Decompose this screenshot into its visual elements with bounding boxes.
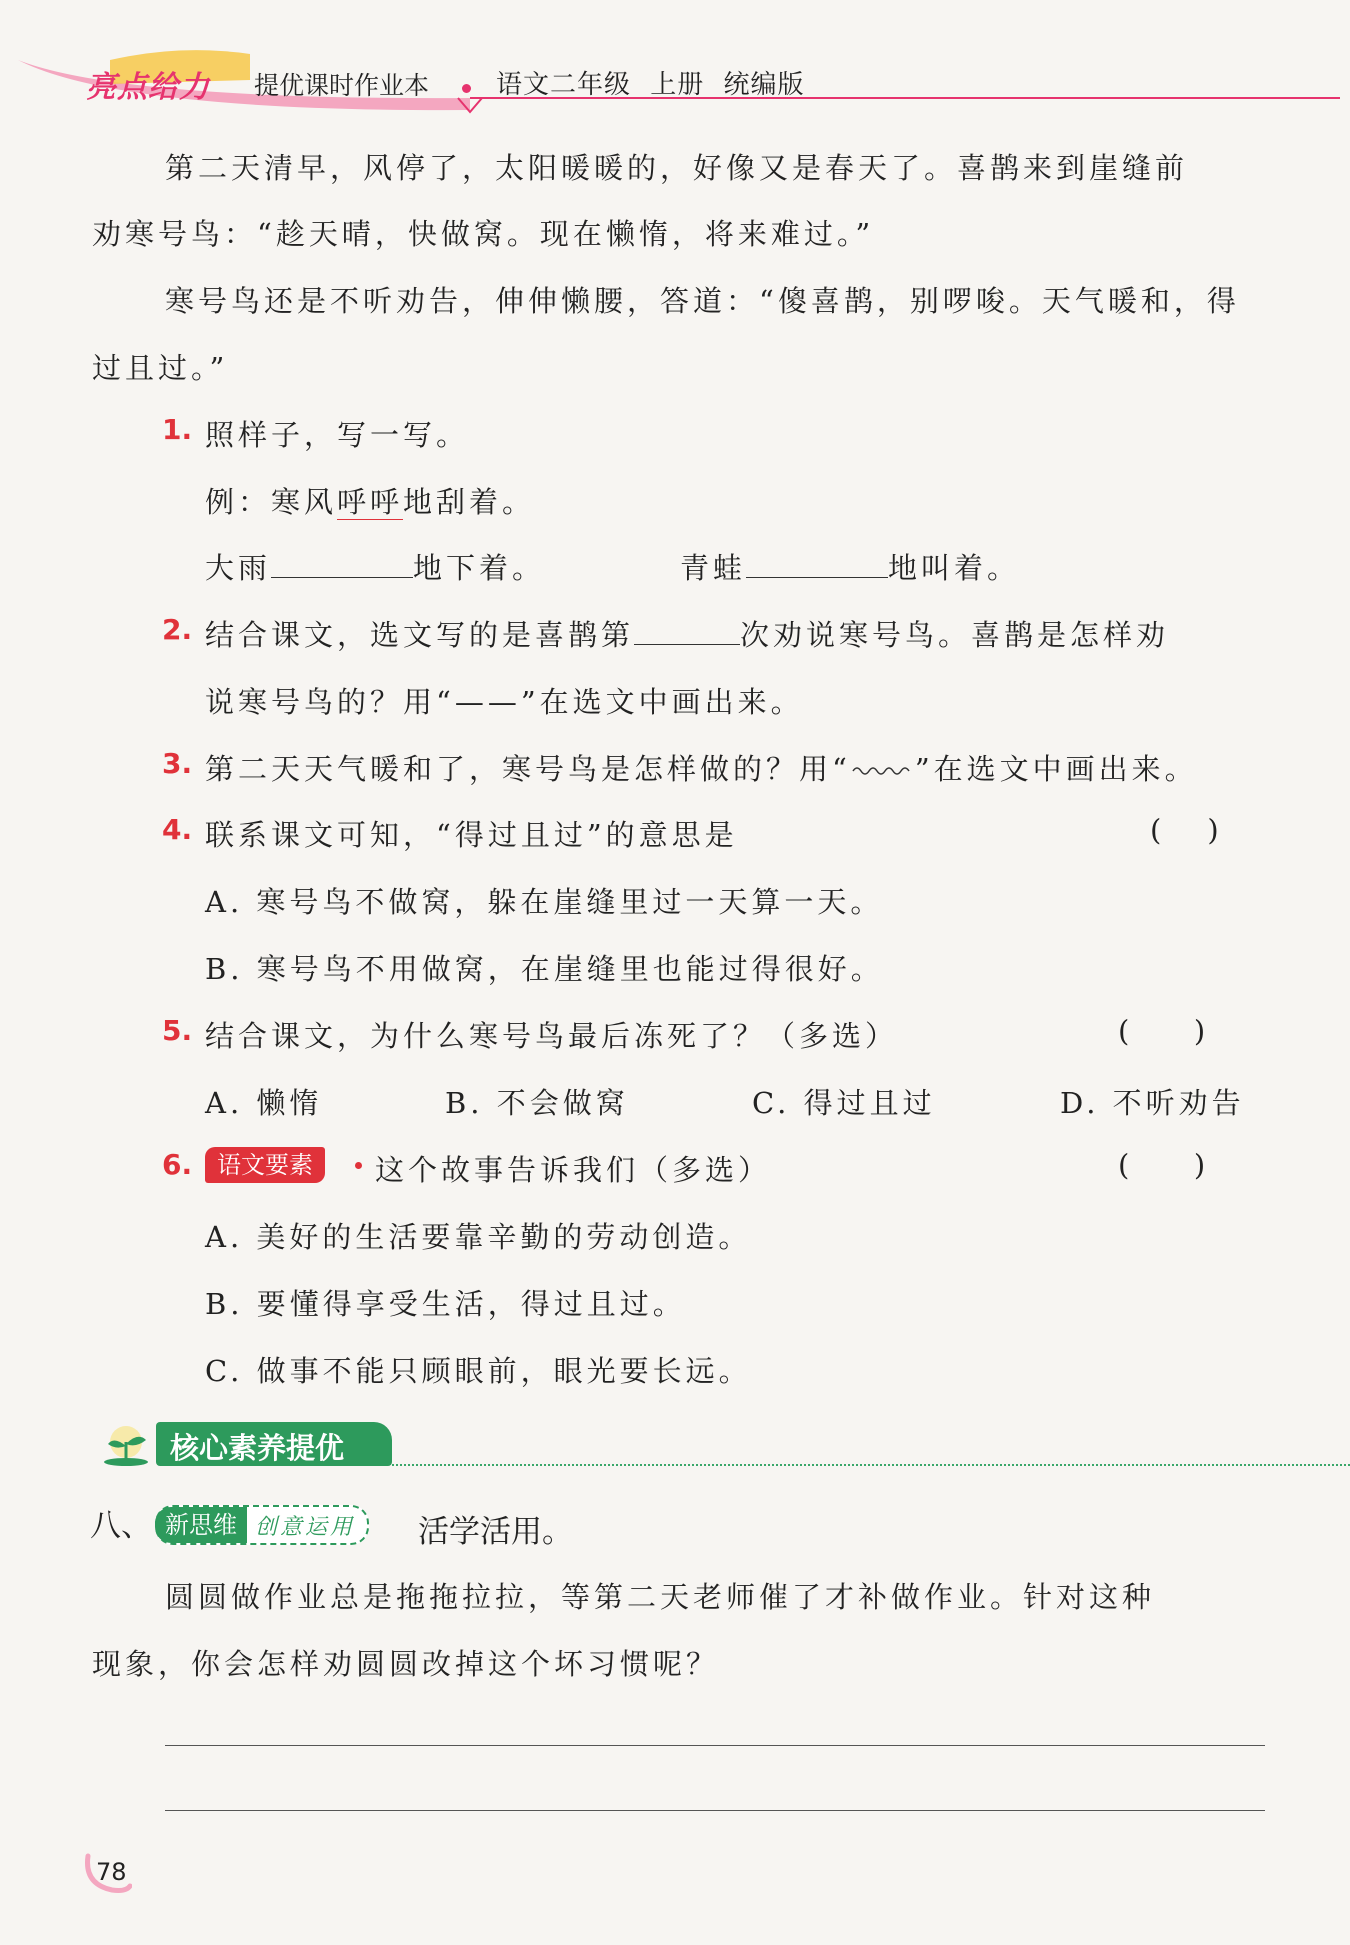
question-prompt <box>205 747 1198 788</box>
prompt-part: 第二天天气暖和了，寒号鸟是怎样做的？用“ <box>205 752 851 786</box>
question-title: 活学活用。 <box>418 1514 573 1550</box>
question-prompt: 这个故事告诉我们（多选） <box>375 1153 772 1187</box>
tag-secondary: 创意运用 <box>255 1514 356 1540</box>
question-prompt: 联系课文可知，“得过且过”的意思是 <box>205 818 738 852</box>
prompt-part: 次劝说寒号鸟。喜鹊是怎样劝 <box>740 618 1170 652</box>
book-info: 语文二年级 上册 统编版 <box>496 70 805 100</box>
question-number: 3. <box>162 747 193 780</box>
question-number: 1. <box>162 413 193 446</box>
badge-dot <box>355 1162 362 1169</box>
new-thinking-tag <box>155 1505 369 1545</box>
section-rule <box>392 1464 1350 1466</box>
passage-line: 劝寒号鸟：“趁天晴，快做窝。现在懒惰，将来难过。” <box>92 217 875 251</box>
passage-line: 过且过。” <box>92 351 229 385</box>
prompt-part: 结合课文，选文写的是喜鹊第 <box>205 618 635 652</box>
answer-blank[interactable] <box>746 553 888 578</box>
question-number: 4. <box>162 813 193 846</box>
fill-item-suffix: 地下着。 <box>413 551 546 585</box>
fill-item-2 <box>680 546 1020 587</box>
option-b: B. 不会做窝 <box>445 1086 629 1120</box>
fill-item-prefix: 大雨 <box>205 551 272 585</box>
brand-logo: 亮点给力 <box>86 70 210 105</box>
answer-line[interactable] <box>165 1810 1265 1811</box>
question-prompt: 说寒号鸟的？用“——”在选文中画出来。 <box>205 685 804 719</box>
question-number: 2. <box>162 613 193 646</box>
fill-item-suffix: 地叫着。 <box>888 551 1021 585</box>
option-a: A. 美好的生活要靠辛勤的劳动创造。 <box>205 1220 752 1254</box>
section-banner <box>96 1420 1266 1470</box>
answer-line[interactable] <box>165 1745 1265 1746</box>
answer-blank[interactable] <box>271 553 413 578</box>
passage-line: 第二天清早，风停了，太阳暖暖的，好像又是春天了。喜鹊来到崖缝前 <box>165 151 1189 185</box>
answer-blank[interactable] <box>634 620 740 645</box>
question-number: 5. <box>162 1014 193 1047</box>
option-c: C. 得过且过 <box>752 1086 936 1120</box>
option-b: B. 寒号鸟不用做窝，在崖缝里也能过得很好。 <box>205 952 884 986</box>
option-a: A. 寒号鸟不做窝，躲在崖缝里过一天算一天。 <box>205 885 884 919</box>
page-header <box>0 40 1350 120</box>
question-prompt: 现象，你会怎样劝圆圆改掉这个坏习惯呢？ <box>92 1647 720 1681</box>
fill-item-1 <box>205 546 545 587</box>
section-title: 核心素养提优 <box>170 1431 345 1465</box>
answer-parentheses[interactable]: ( ) <box>1118 1148 1206 1182</box>
example-key-word: 呼呼 <box>337 485 404 519</box>
example-prefix: 例：寒风 <box>205 485 338 519</box>
question-prompt: 结合课文，为什么寒号鸟最后冻死了？（多选） <box>205 1019 899 1053</box>
question-number: 6. <box>162 1148 193 1181</box>
option-c: C. 做事不能只顾眼前，眼光要长远。 <box>205 1354 752 1388</box>
passage-line: 寒号鸟还是不听劝告，伸伸懒腰，答道：“傻喜鹊，别啰唆。天气暖和，得 <box>165 284 1240 318</box>
header-dot <box>462 84 471 93</box>
prompt-part: ”在选文中画出来。 <box>914 752 1198 786</box>
answer-parentheses[interactable]: ( ) <box>1118 1014 1206 1048</box>
option-d: D. 不听劝告 <box>1060 1086 1245 1120</box>
question-prompt: 照样子，写一写。 <box>205 418 470 452</box>
option-b: B. 要懂得享受生活，得过且过。 <box>205 1287 686 1321</box>
question-number: 八、 <box>90 1508 152 1544</box>
fill-item-prefix: 青蛙 <box>680 551 747 585</box>
tag-primary: 新思维 <box>155 1507 247 1543</box>
example-suffix: 地刮着。 <box>403 485 536 519</box>
page-number: 78 <box>96 1858 127 1886</box>
question-prompt <box>205 613 1169 654</box>
language-element-badge: 语文要素 <box>205 1147 325 1183</box>
answer-parentheses[interactable]: ( ) <box>1150 813 1219 847</box>
example-sentence <box>205 480 535 521</box>
option-a: A. 懒惰 <box>205 1086 323 1120</box>
series-subtitle: 提优课时作业本 <box>254 71 430 100</box>
sprout-icon <box>96 1420 156 1470</box>
wavy-line-icon <box>851 761 915 781</box>
question-prompt: 圆圆做作业总是拖拖拉拉，等第二天老师催了才补做作业。针对这种 <box>165 1580 1156 1614</box>
